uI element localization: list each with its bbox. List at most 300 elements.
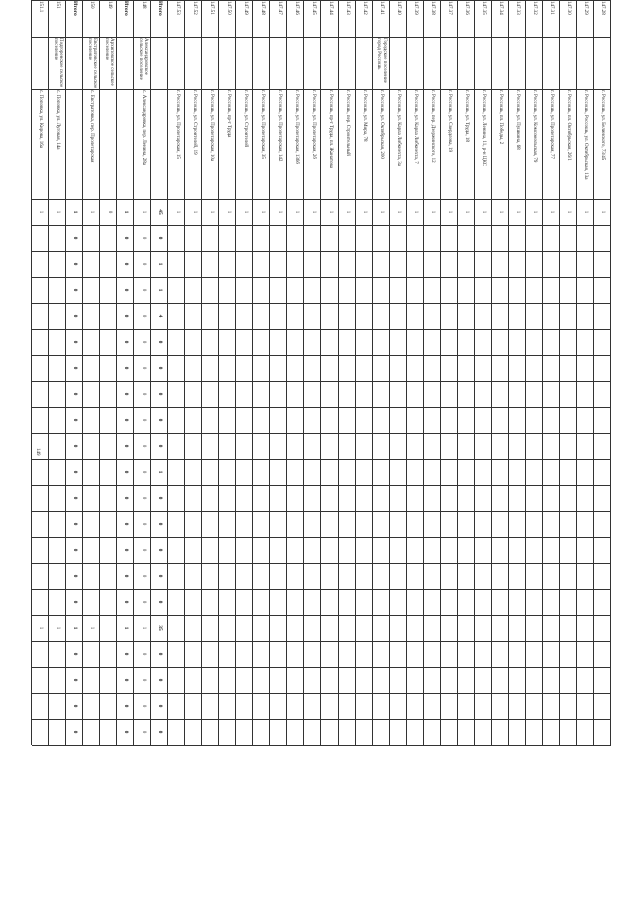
row-number: 149 bbox=[106, 1, 112, 9]
row-value bbox=[441, 225, 458, 251]
row-value: 0 bbox=[71, 730, 78, 734]
row-value: 1 bbox=[583, 210, 589, 214]
row-value bbox=[168, 719, 185, 745]
row-value bbox=[356, 433, 373, 459]
row-value bbox=[594, 511, 611, 537]
row-number: 151 bbox=[55, 1, 61, 9]
row-value bbox=[356, 589, 373, 615]
row-region: Евстратовское сельское поселение bbox=[86, 38, 98, 89]
row-value: 0 bbox=[71, 704, 78, 708]
row-value bbox=[253, 485, 270, 511]
row-value bbox=[390, 381, 407, 407]
row-value bbox=[185, 459, 202, 485]
row-value bbox=[287, 615, 304, 641]
row-value bbox=[100, 251, 117, 277]
row-value bbox=[339, 433, 356, 459]
row-value bbox=[287, 303, 304, 329]
row-value: 1 bbox=[140, 626, 146, 630]
row-value bbox=[287, 667, 304, 693]
row-value bbox=[594, 667, 611, 693]
row-value bbox=[356, 225, 373, 251]
row-region bbox=[202, 37, 219, 89]
row-value bbox=[219, 381, 236, 407]
row-value bbox=[219, 511, 236, 537]
row-value bbox=[424, 563, 441, 589]
row-value bbox=[83, 381, 100, 407]
row-value bbox=[594, 329, 611, 355]
row-value bbox=[83, 225, 100, 251]
row-value bbox=[253, 719, 270, 745]
row-value bbox=[543, 485, 560, 511]
row-value bbox=[390, 537, 407, 563]
row-value: 0 bbox=[122, 288, 129, 292]
row-value bbox=[49, 433, 66, 459]
row-number: 147.37 bbox=[447, 1, 453, 15]
row-region bbox=[407, 37, 424, 89]
row-value bbox=[526, 251, 543, 277]
row-value bbox=[407, 485, 424, 511]
row-value bbox=[526, 615, 543, 641]
row-value bbox=[219, 459, 236, 485]
row-number: 147.35 bbox=[481, 1, 487, 15]
row-value: 0 bbox=[156, 548, 163, 552]
row-value bbox=[509, 667, 526, 693]
row-value bbox=[202, 277, 219, 303]
row-value bbox=[594, 563, 611, 589]
row-value bbox=[526, 277, 543, 303]
row-value bbox=[543, 693, 560, 719]
row-value bbox=[185, 251, 202, 277]
row-number: 147.39 bbox=[413, 1, 419, 15]
row-value: 0 bbox=[156, 574, 163, 578]
row-value bbox=[100, 277, 117, 303]
row-value bbox=[424, 641, 441, 667]
row-value bbox=[270, 615, 287, 641]
row-value bbox=[219, 277, 236, 303]
row-value bbox=[356, 667, 373, 693]
row-value bbox=[407, 381, 424, 407]
row-value bbox=[339, 485, 356, 511]
row-number: 147.44 bbox=[327, 1, 333, 15]
row-value bbox=[407, 563, 424, 589]
row-value bbox=[594, 225, 611, 251]
row-value: 1 bbox=[156, 470, 163, 474]
row-value bbox=[356, 355, 373, 381]
row-value: 1 bbox=[191, 210, 197, 214]
row-value: 1 bbox=[413, 210, 419, 214]
row-value bbox=[560, 589, 577, 615]
row-value bbox=[543, 277, 560, 303]
row-region bbox=[117, 37, 134, 89]
row-value bbox=[475, 589, 492, 615]
row-value bbox=[356, 407, 373, 433]
row-value: 1 bbox=[293, 210, 299, 214]
row-value bbox=[475, 563, 492, 589]
row-address: г. Россошь, ул. Пролетарская, 10а bbox=[208, 90, 214, 162]
row-value bbox=[83, 693, 100, 719]
row-value bbox=[407, 511, 424, 537]
row-value bbox=[236, 329, 253, 355]
row-value bbox=[322, 225, 339, 251]
row-value bbox=[458, 459, 475, 485]
row-value: 0 bbox=[71, 600, 78, 604]
row-number: 147.52 bbox=[191, 1, 197, 15]
row-value bbox=[32, 459, 49, 485]
row-value bbox=[424, 537, 441, 563]
row-value bbox=[526, 303, 543, 329]
row-value bbox=[458, 485, 475, 511]
row-value: 0 bbox=[122, 470, 129, 474]
row-value bbox=[270, 511, 287, 537]
row-value bbox=[32, 277, 49, 303]
row-value bbox=[339, 303, 356, 329]
row-value: 0 bbox=[156, 704, 163, 708]
row-value bbox=[492, 537, 509, 563]
row-value bbox=[304, 641, 321, 667]
row-value bbox=[458, 693, 475, 719]
row-value bbox=[49, 693, 66, 719]
row-address: г. Россошь, ул. Октябрьская, 200 bbox=[379, 90, 384, 159]
row-value bbox=[219, 251, 236, 277]
row-value bbox=[49, 225, 66, 251]
row-value bbox=[458, 641, 475, 667]
row-value bbox=[253, 225, 270, 251]
row-value: 1 bbox=[344, 210, 350, 214]
row-value bbox=[185, 407, 202, 433]
row-value: 1 bbox=[481, 210, 487, 214]
row-value bbox=[543, 329, 560, 355]
row-value bbox=[475, 329, 492, 355]
row-value bbox=[577, 303, 594, 329]
row-value bbox=[390, 667, 407, 693]
row-value bbox=[458, 589, 475, 615]
row-value bbox=[577, 407, 594, 433]
row-value bbox=[287, 433, 304, 459]
row-value bbox=[356, 303, 373, 329]
row-value bbox=[458, 381, 475, 407]
row-value bbox=[270, 355, 287, 381]
row-value bbox=[253, 381, 270, 407]
row-value bbox=[441, 459, 458, 485]
row-value bbox=[100, 641, 117, 667]
row-value bbox=[373, 485, 390, 511]
row-value bbox=[492, 589, 509, 615]
row-value bbox=[594, 433, 611, 459]
row-value bbox=[475, 615, 492, 641]
row-value bbox=[49, 381, 66, 407]
row-value bbox=[560, 511, 577, 537]
row-value bbox=[356, 537, 373, 563]
row-value bbox=[32, 537, 49, 563]
row-value bbox=[492, 693, 509, 719]
row-region: Архиповское сельское поселение bbox=[103, 38, 115, 86]
row-address: г. Россошь, пр-т Труда bbox=[225, 90, 231, 138]
row-value: 0 bbox=[140, 704, 146, 708]
row-value bbox=[49, 407, 66, 433]
row-value bbox=[441, 537, 458, 563]
row-value bbox=[424, 485, 441, 511]
row-value: 1 bbox=[208, 210, 214, 214]
row-value bbox=[407, 329, 424, 355]
row-value bbox=[441, 329, 458, 355]
row-value bbox=[100, 719, 117, 745]
row-value: 1 bbox=[225, 210, 231, 214]
row-value: 0 bbox=[71, 418, 78, 422]
row-value: 0 bbox=[156, 340, 163, 344]
row-value: 35 bbox=[156, 625, 163, 631]
row-value bbox=[509, 433, 526, 459]
row-value bbox=[577, 225, 594, 251]
row-value bbox=[339, 563, 356, 589]
row-value bbox=[219, 719, 236, 745]
row-value bbox=[100, 667, 117, 693]
row-value bbox=[509, 381, 526, 407]
row-value bbox=[270, 667, 287, 693]
row-value bbox=[270, 719, 287, 745]
row-value bbox=[424, 693, 441, 719]
row-value bbox=[475, 693, 492, 719]
row-value bbox=[560, 277, 577, 303]
row-value bbox=[356, 563, 373, 589]
row-value: 1 bbox=[55, 626, 61, 630]
row-value bbox=[441, 719, 458, 745]
row-value bbox=[219, 589, 236, 615]
row-value bbox=[32, 667, 49, 693]
row-region bbox=[304, 37, 321, 89]
row-value: 1 bbox=[396, 210, 402, 214]
row-value bbox=[339, 225, 356, 251]
row-value bbox=[577, 537, 594, 563]
row-region bbox=[560, 37, 577, 89]
row-value bbox=[509, 615, 526, 641]
row-value: 0 bbox=[140, 574, 146, 578]
row-value: 1 bbox=[89, 210, 95, 214]
row-value bbox=[49, 355, 66, 381]
row-value: 1 bbox=[549, 210, 555, 214]
row-value bbox=[458, 355, 475, 381]
row-value bbox=[407, 277, 424, 303]
row-value bbox=[219, 667, 236, 693]
row-value bbox=[83, 719, 100, 745]
row-value bbox=[492, 381, 509, 407]
row-value: 1 bbox=[464, 210, 470, 214]
row-value bbox=[253, 459, 270, 485]
row-value bbox=[32, 329, 49, 355]
row-value: 0 bbox=[156, 496, 163, 500]
row-value bbox=[577, 641, 594, 667]
row-value bbox=[543, 407, 560, 433]
row-value bbox=[219, 355, 236, 381]
row-value: 0 bbox=[122, 418, 129, 422]
row-value bbox=[509, 485, 526, 511]
row-value: 0 bbox=[140, 314, 146, 318]
row-value bbox=[424, 329, 441, 355]
row-value bbox=[424, 667, 441, 693]
row-value bbox=[475, 381, 492, 407]
row-region bbox=[185, 37, 202, 89]
row-value bbox=[304, 589, 321, 615]
row-value bbox=[32, 563, 49, 589]
row-value bbox=[492, 433, 509, 459]
row-value: 0 bbox=[140, 522, 146, 526]
row-value: 0 bbox=[156, 652, 163, 656]
row-value bbox=[168, 667, 185, 693]
row-value: 0 bbox=[71, 678, 78, 682]
row-value bbox=[168, 355, 185, 381]
row-value: 0 bbox=[156, 236, 163, 240]
row-value bbox=[509, 303, 526, 329]
row-value bbox=[339, 537, 356, 563]
row-value bbox=[339, 589, 356, 615]
row-value bbox=[458, 303, 475, 329]
row-value bbox=[356, 615, 373, 641]
row-value bbox=[83, 277, 100, 303]
row-value: 0 bbox=[140, 470, 146, 474]
row-value bbox=[560, 251, 577, 277]
row-value bbox=[339, 459, 356, 485]
row-value bbox=[219, 537, 236, 563]
row-value bbox=[168, 537, 185, 563]
row-value bbox=[236, 693, 253, 719]
row-value bbox=[202, 329, 219, 355]
row-value bbox=[287, 537, 304, 563]
row-value bbox=[543, 641, 560, 667]
row-value bbox=[185, 615, 202, 641]
row-value bbox=[390, 589, 407, 615]
row-value bbox=[407, 251, 424, 277]
row-value bbox=[185, 511, 202, 537]
row-value bbox=[526, 511, 543, 537]
row-value bbox=[543, 251, 560, 277]
row-value bbox=[100, 589, 117, 615]
row-value bbox=[543, 225, 560, 251]
row-value bbox=[83, 485, 100, 511]
row-value bbox=[441, 277, 458, 303]
row-value bbox=[339, 615, 356, 641]
row-value bbox=[492, 407, 509, 433]
row-region bbox=[339, 37, 356, 89]
row-value bbox=[83, 641, 100, 667]
row-value bbox=[424, 459, 441, 485]
row-value bbox=[526, 485, 543, 511]
row-value bbox=[32, 589, 49, 615]
row-value bbox=[526, 381, 543, 407]
row-value bbox=[236, 251, 253, 277]
row-value bbox=[168, 641, 185, 667]
row-value bbox=[509, 641, 526, 667]
row-value bbox=[390, 225, 407, 251]
row-value bbox=[322, 459, 339, 485]
row-value bbox=[322, 641, 339, 667]
row-value bbox=[236, 667, 253, 693]
row-value bbox=[304, 303, 321, 329]
row-value bbox=[577, 459, 594, 485]
row-value bbox=[543, 667, 560, 693]
row-value bbox=[236, 303, 253, 329]
row-value bbox=[304, 511, 321, 537]
row-value bbox=[441, 511, 458, 537]
row-value bbox=[424, 719, 441, 745]
row-value bbox=[441, 303, 458, 329]
row-region bbox=[543, 37, 560, 89]
row-value bbox=[83, 407, 100, 433]
row-value bbox=[424, 615, 441, 641]
row-value bbox=[492, 459, 509, 485]
row-value bbox=[577, 329, 594, 355]
row-region bbox=[66, 37, 83, 89]
row-value bbox=[304, 485, 321, 511]
row-value bbox=[390, 563, 407, 589]
row-value bbox=[407, 355, 424, 381]
row-value bbox=[492, 719, 509, 745]
row-value bbox=[322, 537, 339, 563]
row-value: 0 bbox=[140, 366, 146, 370]
row-value bbox=[475, 719, 492, 745]
row-value bbox=[594, 381, 611, 407]
row-value bbox=[424, 433, 441, 459]
row-value: 1 bbox=[122, 626, 129, 630]
row-value: 0 bbox=[156, 678, 163, 682]
row-value bbox=[100, 537, 117, 563]
row-value bbox=[219, 303, 236, 329]
row-value bbox=[441, 485, 458, 511]
row-value bbox=[458, 719, 475, 745]
row-value bbox=[526, 407, 543, 433]
row-value bbox=[219, 329, 236, 355]
row-value bbox=[492, 667, 509, 693]
row-value bbox=[185, 277, 202, 303]
row-value: 0 bbox=[71, 522, 78, 526]
row-value bbox=[356, 381, 373, 407]
row-address: г. Россошь, ул. Пролетарская, 35 bbox=[259, 90, 265, 159]
row-value bbox=[253, 641, 270, 667]
row-value bbox=[390, 615, 407, 641]
row-value bbox=[253, 355, 270, 381]
row-value bbox=[304, 719, 321, 745]
row-address: г. Россошь, ул. Белинского, 73/45 bbox=[600, 90, 606, 161]
row-value bbox=[424, 251, 441, 277]
row-value bbox=[49, 563, 66, 589]
row-value: 0 bbox=[140, 652, 146, 656]
row-value bbox=[219, 563, 236, 589]
row-value bbox=[270, 537, 287, 563]
row-value: 1 bbox=[38, 210, 44, 214]
row-value bbox=[202, 381, 219, 407]
row-region bbox=[526, 37, 543, 89]
row-value bbox=[356, 459, 373, 485]
row-value: 1 bbox=[532, 210, 538, 214]
row-value bbox=[236, 641, 253, 667]
row-value bbox=[185, 589, 202, 615]
row-address: г. Россошь, ул. Ленина, 11, р-н ЦКС bbox=[481, 90, 487, 166]
row-value bbox=[475, 433, 492, 459]
row-value bbox=[168, 303, 185, 329]
row-value bbox=[560, 407, 577, 433]
row-value bbox=[83, 329, 100, 355]
row-value: 1 bbox=[600, 210, 606, 214]
row-value: 1 bbox=[55, 210, 61, 214]
row-number: 147.49 bbox=[242, 1, 248, 15]
row-value bbox=[49, 641, 66, 667]
row-value: 1 bbox=[38, 626, 44, 630]
row-value bbox=[32, 641, 49, 667]
row-value bbox=[219, 225, 236, 251]
row-value bbox=[475, 641, 492, 667]
row-value: 0 bbox=[140, 678, 146, 682]
row-value bbox=[270, 589, 287, 615]
row-value bbox=[526, 329, 543, 355]
row-value bbox=[253, 277, 270, 303]
